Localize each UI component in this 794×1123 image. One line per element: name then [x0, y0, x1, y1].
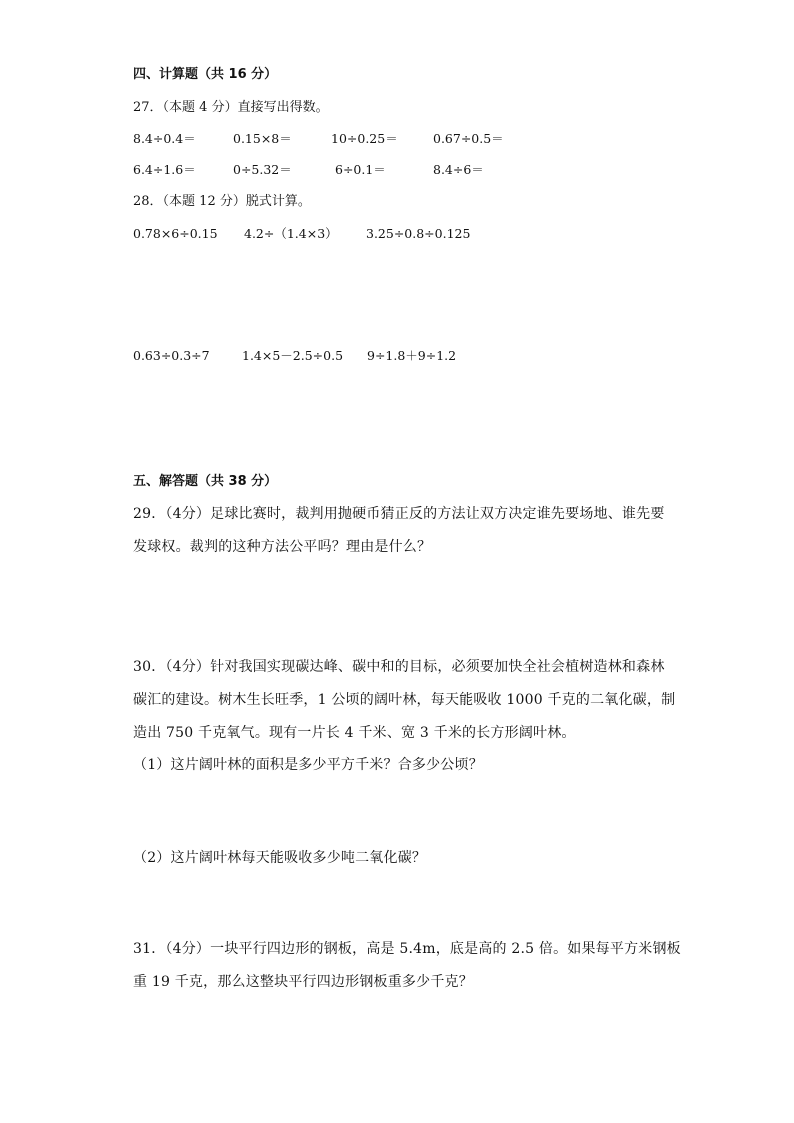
section-4-heading: 四、计算题（共 16 分） — [133, 67, 278, 82]
q30-line: 造出 750 千克氧气。现有一片长 4 千米、宽 3 千米的长方形阔叶林。 — [133, 725, 576, 741]
q29-line: 29．（4分）足球比赛时，裁判用抛硬币猜正反的方法让双方决定谁先要场地、谁先要 — [133, 506, 665, 522]
q27-item: 0.15×8＝ — [233, 131, 292, 146]
q27-item: 0.67÷0.5＝ — [433, 131, 504, 146]
q27-item: 10÷0.25＝ — [331, 131, 398, 146]
q30-line: 碳汇的建设。树木生长旺季，1 公顷的阔叶林，每天能吸收 1000 千克的二氧化碳，制 — [133, 692, 676, 708]
q27-item: 6÷0.1＝ — [335, 162, 386, 177]
q28-prompt: 28．（本题 12 分）脱式计算。 — [133, 194, 311, 209]
q29-line: 发球权。裁判的这种方法公平吗？理由是什么？ — [133, 539, 432, 555]
q28-item: 4.2÷（1.4×3） — [244, 226, 338, 241]
q28-item: 3.25÷0.8÷0.125 — [366, 226, 471, 241]
q30-subquestion-1: （1）这片阔叶林的面积是多少平方千米？合多少公顷？ — [133, 757, 483, 773]
q28-item: 1.4×5－2.5÷0.5 — [242, 348, 344, 363]
q27-item: 8.4÷6＝ — [433, 162, 484, 177]
q27-item: 0÷5.32＝ — [233, 162, 292, 177]
q31-line: 31．（4分）一块平行四边形的钢板，高是 5.4m，底是高的 2.5 倍。如果每平方米钢板 — [133, 941, 681, 957]
q28-item: 0.78×6÷0.15 — [133, 226, 218, 241]
q31-line: 重 19 千克，那么这整块平行四边形钢板重多少千克？ — [133, 974, 473, 990]
section-5-heading: 五、解答题（共 38 分） — [133, 474, 278, 489]
q28-item: 0.63÷0.3÷7 — [133, 348, 210, 363]
q27-prompt: 27．（本题 4 分）直接写出得数。 — [133, 100, 329, 115]
q30-line: 30．（4分）针对我国实现碳达峰、碳中和的目标，必须要加快全社会植树造林和森林 — [133, 659, 665, 675]
q30-subquestion-2: （2）这片阔叶林每天能吸收多少吨二氧化碳？ — [133, 850, 427, 866]
q27-item: 6.4÷1.6＝ — [133, 162, 196, 177]
q27-item: 8.4÷0.4＝ — [133, 131, 196, 146]
q28-item: 9÷1.8＋9÷1.2 — [367, 348, 457, 363]
